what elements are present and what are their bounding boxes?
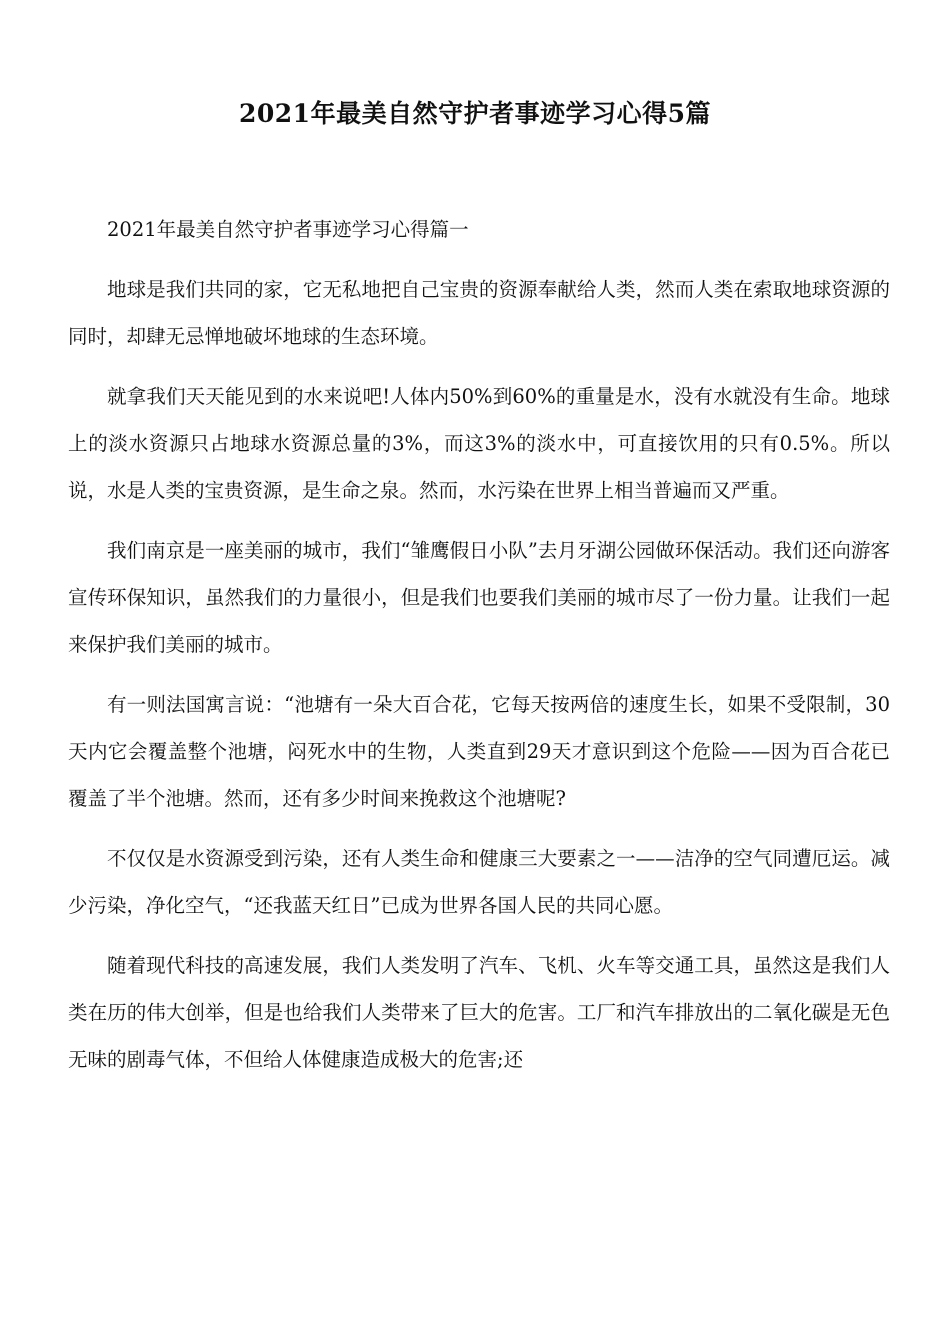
document-title: 2021年最美自然守护者事迹学习心得5篇	[239, 99, 711, 128]
paragraph-6: 随着现代科技的高速发展，我们人类发明了汽车、飞机、火车等交通工具，虽然这是我们人类在历的伟大创举，但是也给我们人类带来了巨大的危害。工厂和汽车排放出的二氧化碳是无色无味的剧毒气体，不但给人体健康造成极大的危害;还	[68, 954, 890, 1071]
document-body	[68, 206, 890, 1096]
paragraph-1: 地球是我们共同的家，它无私地把自己宝贵的资源奉献给人类，然而人类在索取地球资源的同时，却肆无忌惮地破坏地球的生态环境。	[68, 278, 890, 348]
paragraph-2: 就拿我们天天能见到的水来说吧!人体内50%到60%的重量是水，没有水就没有生命。地球上的淡水资源只占地球水资源总量的3%，而这3%的淡水中，可直接饮用的只有0.5%。所以说，水是人类的宝贵资源，是生命之泉。然而，水污染在世界上相当普遍而又严重。	[68, 385, 890, 502]
paragraph-3: 我们南京是一座美丽的城市，我们“雏鹰假日小队”去月牙湖公园做环保活动。我们还向游客宣传环保知识，虽然我们的力量很小，但是我们也要我们美丽的城市尽了一份力量。让我们一起来保护我们美丽的城市。	[68, 539, 890, 656]
paragraph-4: 有一则法国寓言说：“池塘有一朵大百合花，它每天按两倍的速度生长，如果不受限制，30天内它会覆盖整个池塘，闷死水中的生物，人类直到29天才意识到这个危险——因为百合花已覆盖了半个池塘。然而，还有多少时间来挽救这个池塘呢?	[68, 693, 890, 810]
section-heading: 2021年最美自然守护者事迹学习心得篇一	[107, 218, 469, 241]
paragraph-5: 不仅仅是水资源受到污染，还有人类生命和健康三大要素之一——洁净的空气同遭厄运。减少污染，净化空气，“还我蓝天红日”已成为世界各国人民的共同心愿。	[68, 847, 890, 917]
